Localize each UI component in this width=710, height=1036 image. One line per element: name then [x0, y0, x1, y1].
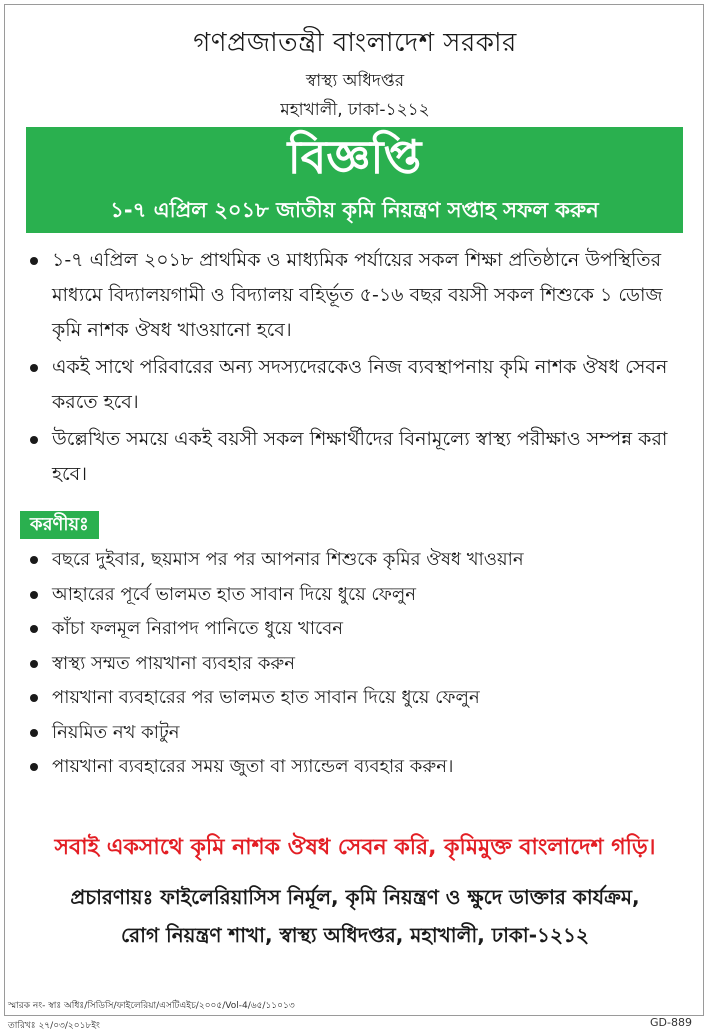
notice-subtitle: ১-৭ এপ্রিল ২০১৮ জাতীয় কৃমি নিয়ন্ত্রণ সপ্তাহ সফল করুন [110, 198, 599, 222]
memo-number: স্মারক নং- স্বাঃ অধিঃ/সিডিসি/ফাইলেরিয়া/এসটিএইচ/২০০৫/Vol-4/৬৫/১১০১৩ [8, 1001, 295, 1011]
notice-banner [26, 127, 683, 233]
todo-item [30, 578, 680, 613]
todo-label: করণীয়ঃ [20, 511, 99, 539]
government-title: গণপ্রজাতন্ত্রী বাংলাদেশ সরকার [193, 28, 517, 58]
todo-item-text: আহারের পূর্বে ভালমত হাত সাবান দিয়ে ধুয়ে ফেলুন [52, 583, 417, 605]
bullet-icon [30, 729, 38, 737]
memo-reference [8, 996, 295, 1036]
bullet-icon [30, 436, 38, 444]
todo-item-text: কাঁচা ফলমূল নিরাপদ পানিতে ধুয়ে খাবেন [52, 618, 344, 639]
notice-item-text: উল্লেখিত সময়ে একই বয়সী সকল শিক্ষার্থীদের বিনামূল্যে স্বাস্থ্য পরীক্ষাও সম্পন্ন করা হবে। [52, 428, 668, 485]
notice-item [30, 422, 680, 492]
bullet-icon [30, 763, 38, 771]
memo-date: তারিখঃ ২৭/০৩/২০১৮ইং [8, 1021, 100, 1031]
campaign-line: প্রচারণায়ঃ ফাইলেরিয়াসিস নির্মূল, কৃমি নিয়ন্ত্রণ ও ক্ষুদে ডাক্তার কার্যক্রম, [70, 885, 640, 909]
notice-list [30, 243, 680, 494]
bullet-icon [30, 556, 38, 564]
todo-item-text: পায়খানা ব্যবহারের সময় জুতা বা স্যান্ডেল ব্যবহার করুন। [52, 756, 454, 777]
todo-item [30, 716, 680, 751]
notice-item [30, 350, 680, 420]
notice-title: বিজ্ঞপ্তি [287, 130, 422, 184]
todo-item-text: পায়খানা ব্যবহারের পর ভালমত হাত সাবান দিয়ে ধুয়ে ফেলুন [52, 687, 480, 708]
bullet-icon [30, 660, 38, 668]
bullet-icon [30, 364, 38, 372]
department-name: স্বাস্থ্য অধিদপ্তর [305, 71, 405, 91]
notice-item-text: একই সাথে পরিবারের অন্য সদস্যদেরকেও নিজ ব্যবস্থাপনায় কৃমি নাশক ঔষধ সেবন করতে হবে। [52, 356, 668, 413]
todo-item [30, 647, 680, 682]
todo-list [30, 543, 680, 785]
todo-item [30, 681, 680, 716]
notice-item [30, 243, 680, 348]
campaign-line: রোগ নিয়ন্ত্রণ শাখা, স্বাস্থ্য অধিদপ্তর, মহাখালী, ঢাকা-১২১২ [121, 923, 589, 947]
todo-item-text: নিয়মিত নখ কাটুন [52, 721, 180, 743]
notice-item-text: ১-৭ এপ্রিল ২০১৮ প্রাথমিক ও মাধ্যমিক পর্যায়ের সকল শিক্ষা প্রতিষ্ঠানে উপস্থিতির মাধ্যমে বিদ্যালয়গামী ও বিদ্যালয় বহির্ভূত ৫-১৬ বছর বয়সী সকল শিশুকে ১ ডোজ কৃমি নাশক ঔষধ খাওয়ানো হবে। [52, 249, 663, 341]
todo-item [30, 750, 680, 785]
todo-item-text: স্বাস্থ্য সম্মত পায়খানা ব্যবহার করুন [52, 652, 295, 674]
slogan: সবাই একসাথে কৃমি নাশক ঔষধ সেবন করি, কৃমিমুক্ত বাংলাদেশ গড়ি। [54, 835, 656, 860]
campaign-credit [0, 878, 710, 954]
bullet-icon [30, 257, 38, 265]
gd-code: GD-889 [650, 1016, 692, 1029]
bullet-icon [30, 591, 38, 599]
todo-item-text: বছরে দুইবার, ছয়মাস পর পর আপনার শিশুকে কৃমির ঔষধ খাওয়ান [52, 549, 524, 570]
bullet-icon [30, 625, 38, 633]
bullet-icon [30, 694, 38, 702]
department-address: মহাখালী, ঢাকা-১২১২ [280, 100, 430, 120]
todo-item [30, 612, 680, 647]
todo-item [30, 543, 680, 578]
